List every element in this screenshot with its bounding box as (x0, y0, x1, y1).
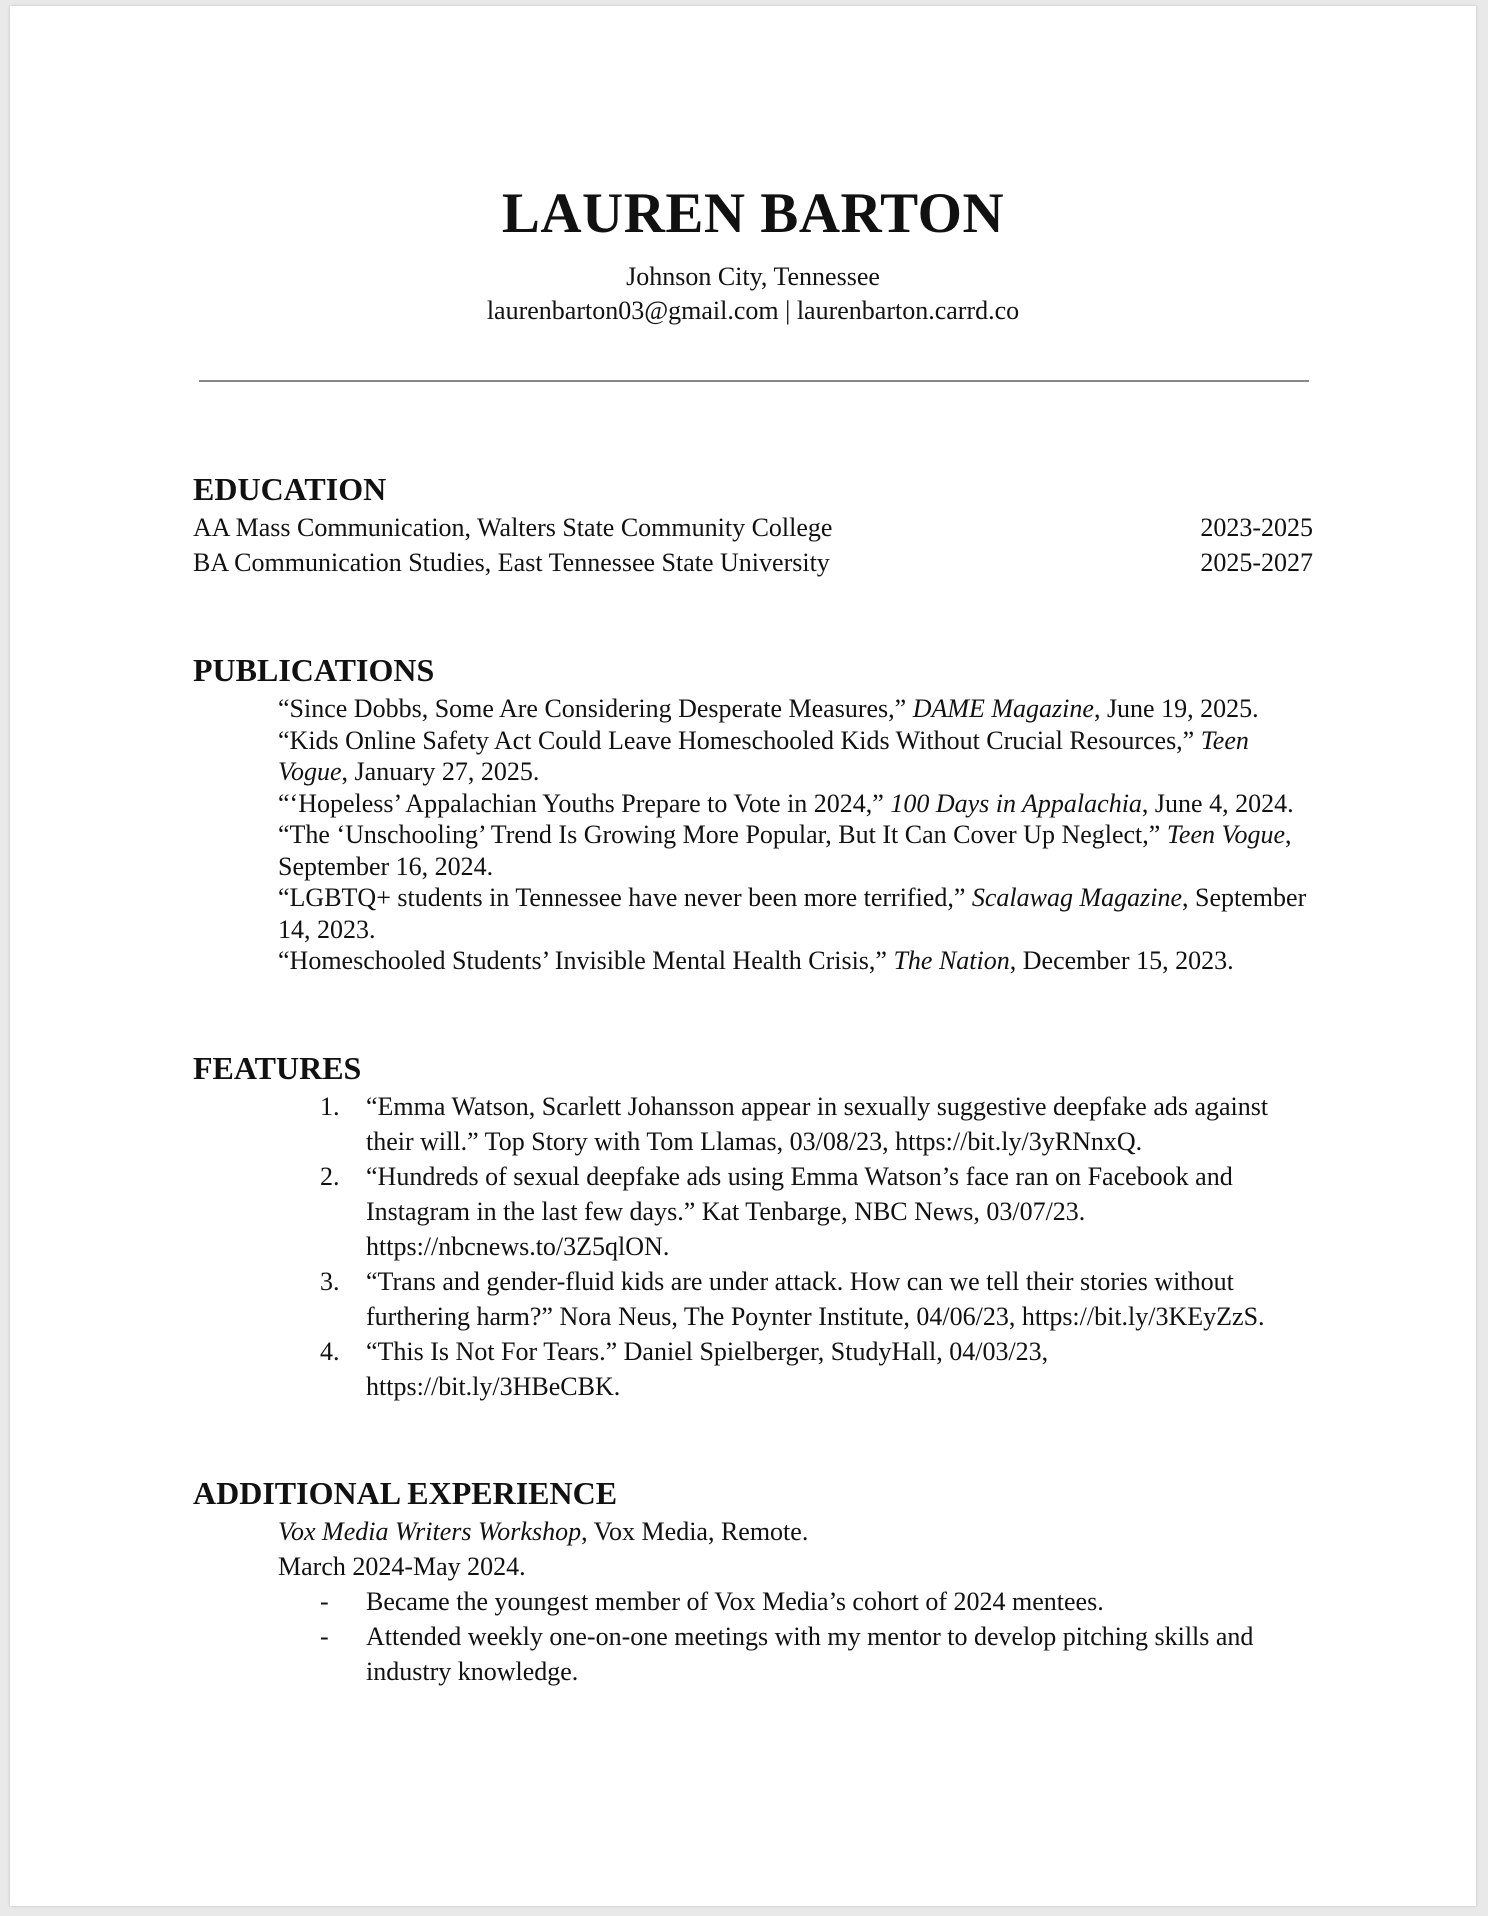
publication-item (278, 945, 1308, 977)
publication-title: “Homeschooled Students’ Invisible Mental Health Crisis,” (278, 946, 887, 975)
education-row (193, 545, 1313, 580)
publication-item (278, 725, 1308, 788)
publication-outlet: Teen Vogue (278, 725, 1249, 786)
education-degree: BA Communication Studies, East Tennessee State University (193, 548, 830, 577)
feature-text: “Trans and gender-fluid kids are under attack. How can we tell their stories without furthering harm?” Nora Neus, The Poynter Institute, 04/06/23, https://bit.ly/3KEyZzS. (366, 1267, 1265, 1331)
experience-program: Vox Media Writers Workshop (278, 1517, 582, 1546)
education-heading: EDUCATION (193, 471, 387, 507)
publication-outlet: DAME Magazine (912, 694, 1094, 723)
experience-org: , Vox Media, Remote. (581, 1517, 809, 1546)
feature-number: 4. (320, 1337, 340, 1366)
features-heading: FEATURES (193, 1050, 362, 1086)
location: Johnson City, Tennessee (626, 262, 880, 291)
publication-date: , December 15, 2023. (1009, 946, 1234, 975)
education-degree: AA Mass Communication, Walters State Community College (193, 513, 833, 542)
publication-date: , June 19, 2025. (1093, 694, 1259, 723)
publication-date: , January 27, 2025. (341, 757, 540, 786)
publication-date: , June 4, 2024. (1141, 788, 1294, 818)
education-dates: 2025-2027 (1200, 548, 1313, 577)
publication-title: “Kids Online Safety Act Could Leave Homeschooled Kids Without Crucial Resources,” (278, 725, 1195, 755)
publication-title: “LGBTQ+ students in Tennessee have never been more terrified,” (278, 883, 966, 912)
bullet-dash: - (320, 1622, 329, 1651)
bullet-dash: - (320, 1587, 329, 1616)
publication-date: , September 16, 2024. (278, 820, 1292, 881)
resume-name: LAUREN BARTON (501, 182, 1005, 245)
publication-outlet: Teen Vogue (1166, 820, 1286, 849)
publication-item (278, 819, 1308, 882)
contact-line: laurenbarton03@gmail.com | laurenbarton.carrd.co (486, 296, 1020, 325)
publication-date: , September 14, 2023. (278, 883, 1307, 944)
publication-outlet: 100 Days in Appalachia (890, 788, 1142, 818)
publication-item (278, 693, 1308, 725)
publications-heading: PUBLICATIONS (193, 652, 435, 688)
feature-number: 3. (320, 1267, 340, 1296)
experience-heading: ADDITIONAL EXPERIENCE (193, 1475, 618, 1511)
experience-block (278, 1514, 1308, 1689)
feature-number: 2. (320, 1162, 340, 1191)
publications-list (278, 693, 1308, 977)
feature-item (193, 1089, 1313, 1159)
bullet-text: Attended weekly one-on-one meetings with my mentor to develop pitching skills and industry knowledge. (366, 1622, 1254, 1686)
bullet-text: Became the youngest member of Vox Media’s cohort of 2024 mentees. (366, 1587, 1104, 1616)
education-dates: 2023-2025 (1200, 513, 1313, 542)
publication-item (278, 882, 1308, 945)
publication-title: “The ‘Unschooling’ Trend Is Growing More Popular, But It Can Cover Up Neglect,” (278, 820, 1161, 849)
feature-item (193, 1264, 1313, 1334)
feature-item (193, 1159, 1313, 1264)
features-list (193, 1089, 1313, 1404)
experience-bullet (278, 1584, 1308, 1619)
header-divider (199, 380, 1309, 382)
publication-outlet: The Nation (893, 946, 1010, 975)
feature-text: “Emma Watson, Scarlett Johansson appear in sexually suggestive deepfake ads against their will.” Top Story with Tom Llamas, 03/08/23, https://bit.ly/3yRNnxQ. (366, 1092, 1269, 1156)
feature-text: “Hundreds of sexual deepfake ads using Emma Watson’s face ran on Facebook and Instagram in the last few days.” Kat Tenbarge, NBC News, 03/07/23. https://nbcnews.to/3Z5qlON. (366, 1162, 1233, 1261)
experience-bullet (278, 1619, 1308, 1689)
experience-dates: March 2024-May 2024. (278, 1552, 526, 1581)
experience-program-line (278, 1514, 1308, 1549)
resume-page (10, 6, 1476, 1906)
education-row (193, 510, 1313, 545)
publication-title: “‘Hopeless’ Appalachian Youths Prepare to Vote in 2024,” (278, 788, 884, 818)
feature-text: “This Is Not For Tears.” Daniel Spielberger, StudyHall, 04/03/23, https://bit.ly/3HBeCBK. (366, 1337, 1049, 1401)
feature-number: 1. (320, 1092, 340, 1121)
publication-item (278, 788, 1308, 820)
publication-outlet: Scalawag Magazine (971, 883, 1183, 912)
publication-title: “Since Dobbs, Some Are Considering Desperate Measures,” (278, 694, 907, 723)
feature-item (193, 1334, 1313, 1404)
